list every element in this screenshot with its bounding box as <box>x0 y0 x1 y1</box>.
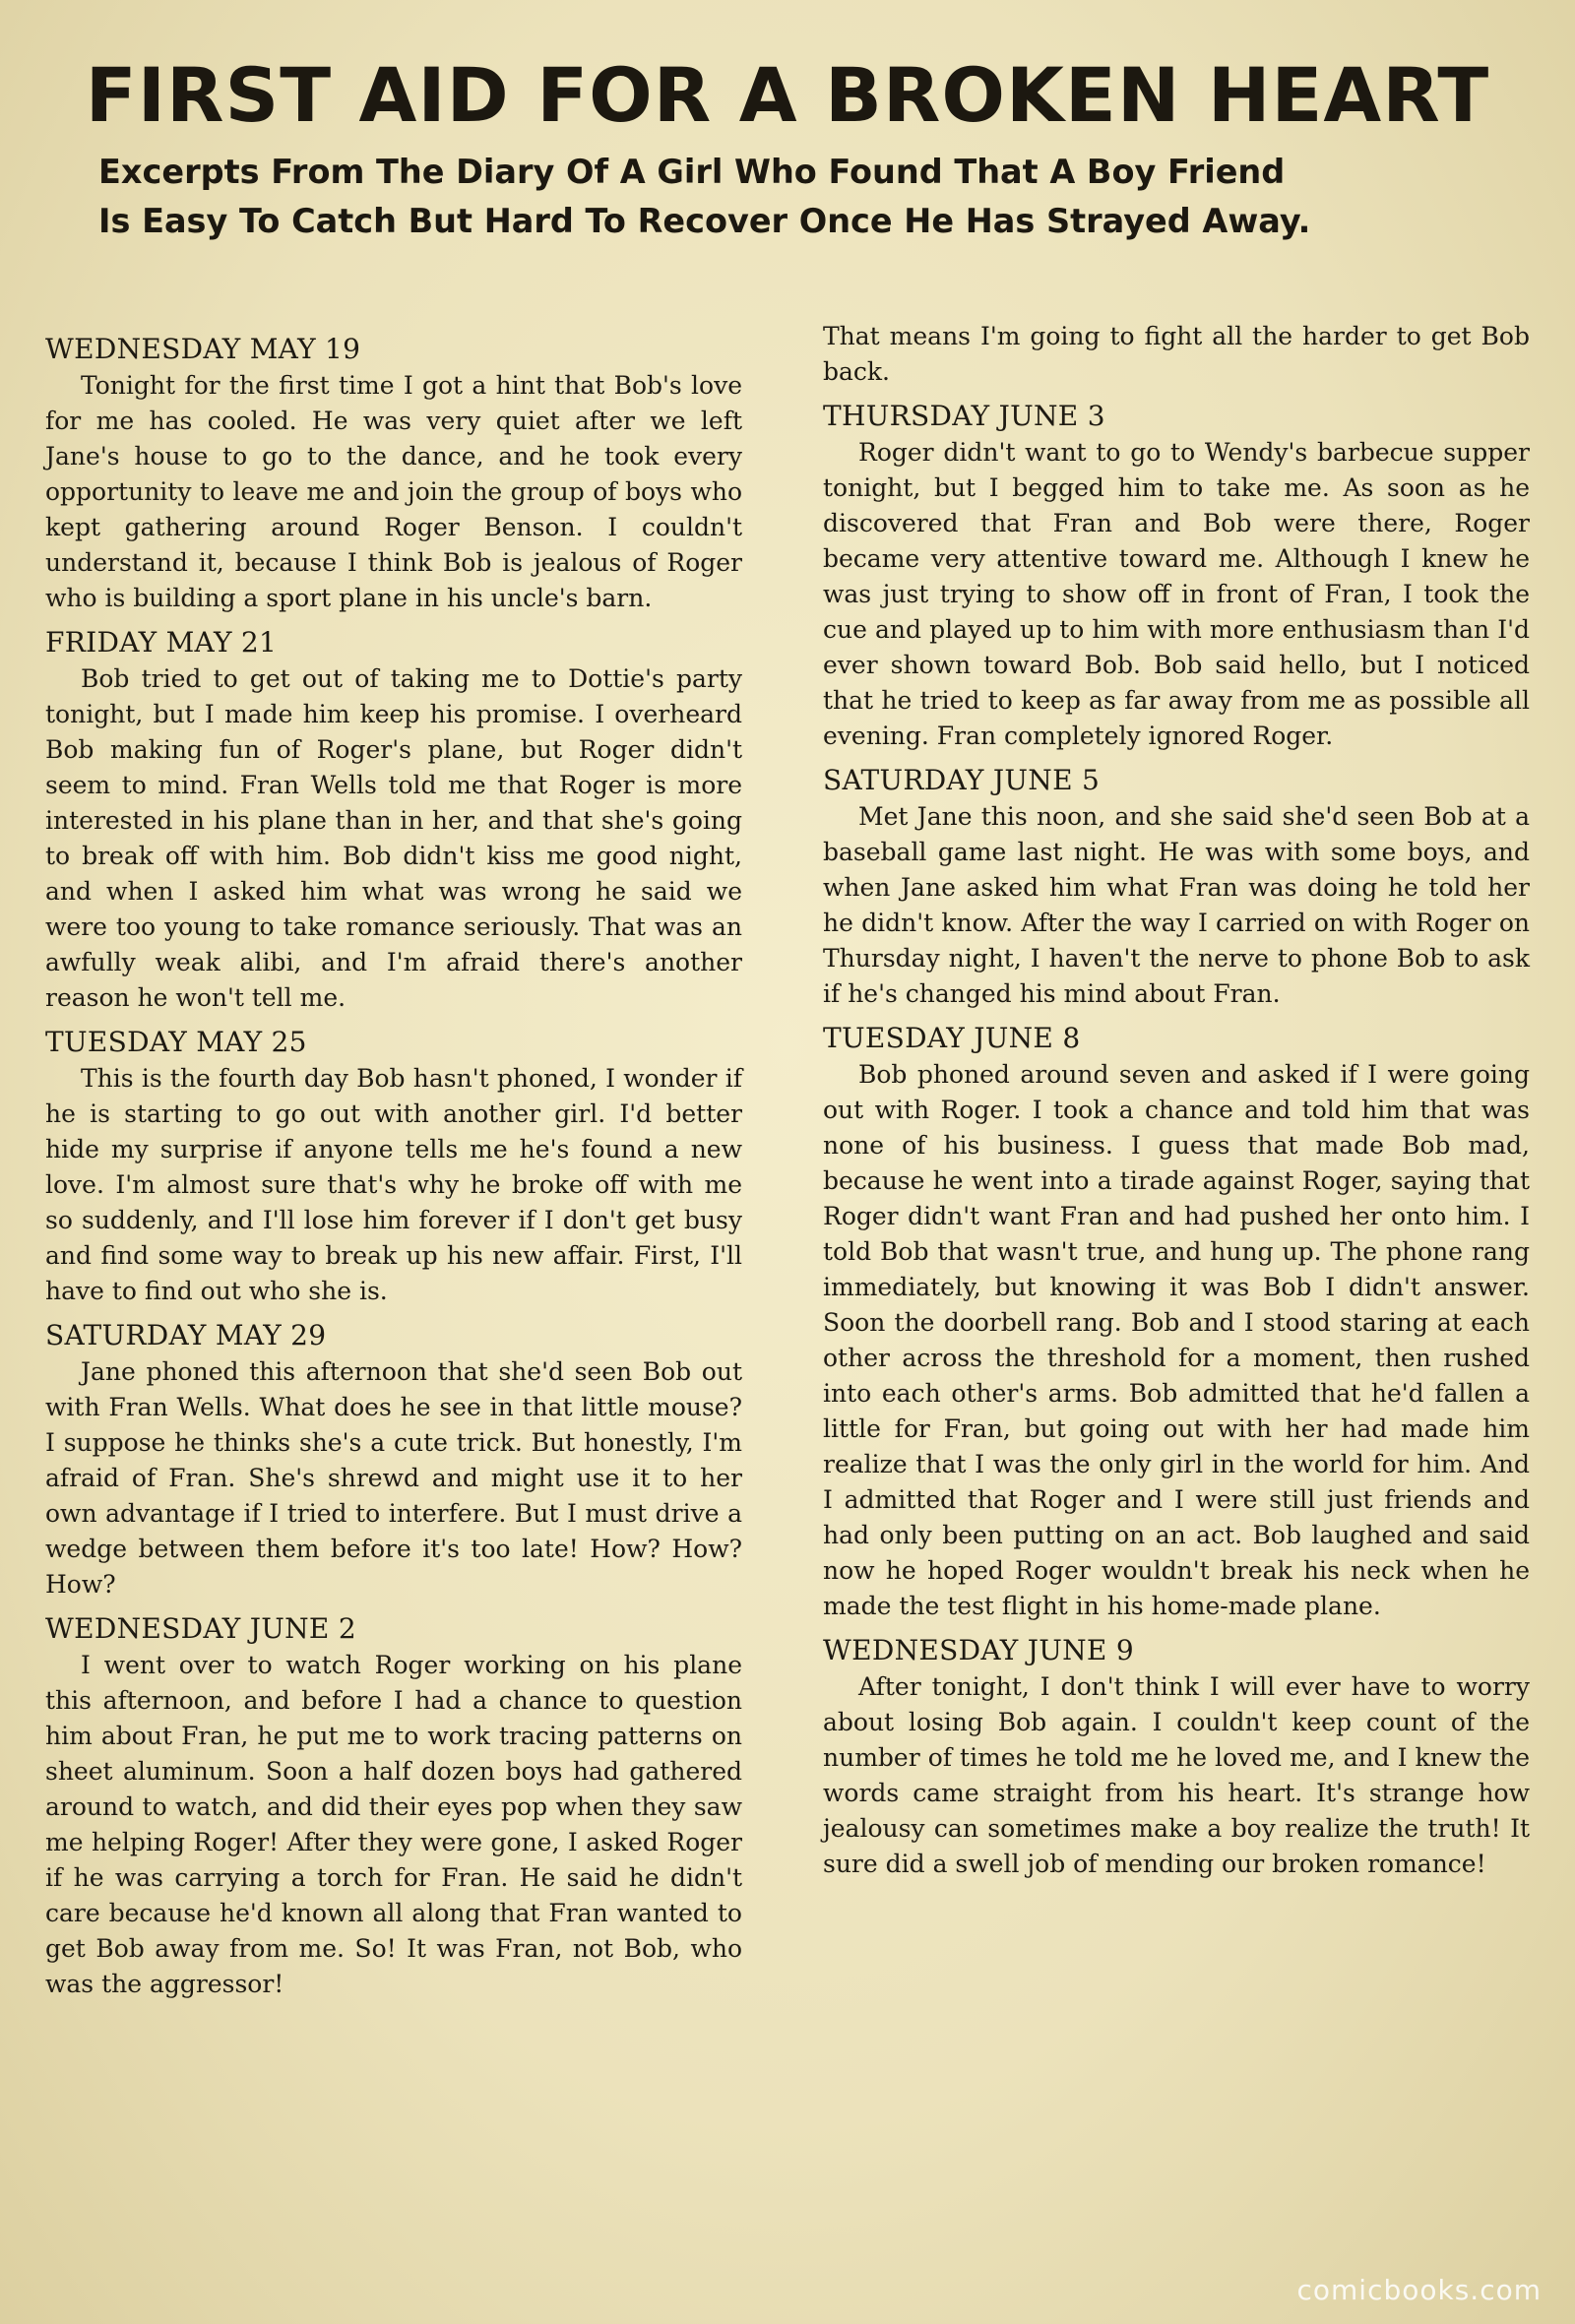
entry-text: Roger didn't want to go to Wendy's barbecue supper tonight, but I begged him to take me. As soon as he discovered that Fran and Bob were there, Roger became very attentive toward me. Although I knew he was just trying to show off in front of Fran, I took the cue and played up to him with more enthusiasm than I'd ever shown toward Bob. Bob said hello, but I noticed that he tried to keep as far away from me as possible all evening. Fran completely ignored Roger. <box>823 438 1530 750</box>
diary-entry <box>823 398 1530 754</box>
entry-text: Bob tried to get out of taking me to Dottie's party tonight, but I made him keep his promise. I overheard Bob making fun of Roger's plane, but Roger didn't seem to mind. Fran Wells told me that Roger is more interested in his plane than in her, and that she's going to break off with him. Bob didn't kiss me good night, and when I asked him what was wrong he said we were too young to take romance seriously. That was an awfully weak alibi, and I'm afraid there's another reason he won't tell me. <box>45 664 742 1012</box>
diary-entry <box>823 1632 1530 1882</box>
entry-date: WEDNESDAY MAY 19 <box>45 333 361 365</box>
entry-text: Met Jane this noon, and she said she'd seen Bob at a baseball game last night. He was with some boys, and when Jane asked him what Fran was doing he told her he didn't know. After the way I carried on with Roger on Thursday night, I haven't the nerve to phone Bob to ask if he's changed his mind about Fran. <box>823 802 1530 1008</box>
entry-text: Bob phoned around seven and asked if I were going out with Roger. I took a chance and told him that was none of his business. I guess that made Bob mad, because he went into a tirade against Roger, saying that Roger didn't want Fran and had pushed her onto him. I told Bob that wasn't true, and hung up. The phone rang immediately, but knowing it was Bob I didn't answer. Soon the doorbell rang. Bob and I stood staring at each other across the threshold for a moment, then rushed into each other's arms. Bob admitted that he'd fallen a little for Fran, but going out with her had made him realize that I was the only girl in the world for him. And I admitted that Roger and I were still just friends and had only been putting on an act. Bob laughed and said now he hoped Roger wouldn't break his neck when he made the test flight in his home-made plane. <box>823 1060 1530 1620</box>
diary-entry <box>823 1020 1530 1624</box>
entry-date: THURSDAY JUNE 3 <box>823 400 1105 432</box>
right-column <box>823 319 1530 1890</box>
diary-entry <box>45 1024 742 1309</box>
entry-date: WEDNESDAY JUNE 9 <box>823 1634 1134 1666</box>
entry-text: After tonight, I don't think I will ever have to worry about losing Bob again. I couldn't keep count of the number of times he told me he loved me, and I knew the words came straight from his heart. It's strange how jealousy can sometimes make a boy realize the truth! It sure did a swell job of mending our broken romance! <box>823 1672 1530 1878</box>
diary-entry <box>823 762 1530 1012</box>
entry-text: This is the fourth day Bob hasn't phoned, I wonder if he is starting to go out with another girl. I'd better hide my surprise if anyone tells me he's found a new love. I'm almost sure that's why he broke off with me so suddenly, and I'll lose him forever if I don't get busy and find some way to break up his new affair. First, I'll have to find out who she is. <box>45 1064 742 1305</box>
entry-text: That means I'm going to fight all the harder to get Bob back. <box>823 322 1530 386</box>
entry-date: FRIDAY MAY 21 <box>45 626 278 659</box>
entry-date: TUESDAY JUNE 8 <box>823 1022 1081 1054</box>
article-subtitle <box>98 148 1496 246</box>
entry-date: SATURDAY JUNE 5 <box>823 764 1101 796</box>
subtitle-line-2: Is Easy To Catch But Hard To Recover Once He Has Strayed Away. <box>98 202 1311 240</box>
entry-date: TUESDAY MAY 25 <box>45 1026 307 1058</box>
diary-entry-continuation <box>823 319 1530 390</box>
left-column <box>45 331 742 2010</box>
diary-entry <box>45 624 742 1016</box>
entry-text: Tonight for the first time I got a hint that Bob's love for me has cooled. He was very quiet after we left Jane's house to go to the dance, and he took every opportunity to leave me and join the group of boys who kept gathering around Roger Benson. I couldn't understand it, because I think Bob is jealous of Roger who is building a sport plane in his uncle's barn. <box>45 371 742 612</box>
article-title: FIRST AID FOR A BROKEN HEART <box>85 51 1490 139</box>
diary-entry <box>45 1317 742 1602</box>
entry-date: SATURDAY MAY 29 <box>45 1319 327 1351</box>
entry-date: WEDNESDAY JUNE 2 <box>45 1612 356 1645</box>
watermark: comicbooks.com <box>1296 2274 1542 2306</box>
diary-entry <box>45 1610 742 2002</box>
subtitle-line-1: Excerpts From The Diary Of A Girl Who Found That A Boy Friend <box>98 153 1286 191</box>
diary-entry <box>45 331 742 616</box>
entry-text: Jane phoned this afternoon that she'd seen Bob out with Fran Wells. What does he see in that little mouse? I suppose he thinks she's a cute trick. But honestly, I'm afraid of Fran. She's shrewd and might use it to her own advantage if I tried to interfere. But I must drive a wedge between them before it's too late! How? How? How? <box>45 1357 742 1599</box>
entry-text: I went over to watch Roger working on his plane this afternoon, and before I had a chance to question him about Fran, he put me to work tracing patterns on sheet aluminum. Soon a half dozen boys had gathered around to watch, and did their eyes pop when they saw me helping Roger! After they were gone, I asked Roger if he was carrying a torch for Fran. He said he didn't care because he'd known all along that Fran wanted to get Bob away from me. So! It was Fran, not Bob, who was the aggressor! <box>45 1651 742 1998</box>
